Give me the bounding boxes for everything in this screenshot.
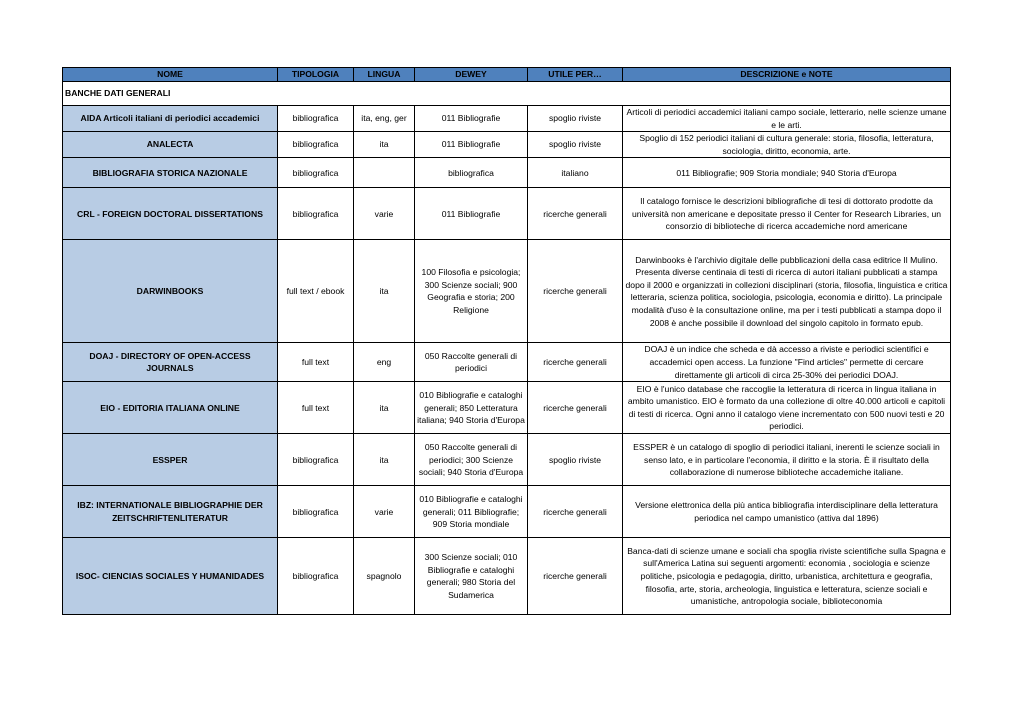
- cell-descrizione[interactable]: Spoglio di 152 periodici italiani di cultura generale: storia, filosofia, letteratura, sociologia, diritto, economia, arte.: [623, 132, 951, 158]
- sheet-title[interactable]: BANCHE DATI GENERALI: [63, 82, 951, 106]
- cell-dewey[interactable]: 011 Bibliografie: [415, 106, 528, 132]
- cell-lingua[interactable]: ita, eng, ger: [354, 106, 415, 132]
- header-descrizione[interactable]: DESCRIZIONE e NOTE: [623, 68, 951, 82]
- cell-descrizione[interactable]: DOAJ è un indice che scheda e dà accesso a riviste e periodici scientifici e accademici open access. La funzione "Find articles" permette di cercare direttamente gli articoli di circa 25-30% dei periodici DOAJ.: [623, 343, 951, 382]
- databases-table: [62, 67, 951, 615]
- cell-descrizione[interactable]: EIO è l'unico database che raccoglie la letteratura di ricerca in lingua italiana in ambito umanistico. EIO è formato da una collezione di oltre 40.000 articoli e capitoli di testi di ricerca. Ogni anno il catalogo viene incrementato con 500 nuovi testi e 20 periodici.: [623, 382, 951, 434]
- cell-descrizione[interactable]: Il catalogo fornisce le descrizioni bibliografiche di tesi di dottorato prodotte da università non americane e depositate presso il Center for Research Libraries, un consorzio di biblioteche di ricerca accademiche nord americane: [623, 188, 951, 240]
- cell-utile[interactable]: ricerche generali: [528, 486, 623, 538]
- cell-lingua[interactable]: varie: [354, 486, 415, 538]
- cell-dewey[interactable]: 011 Bibliografie: [415, 132, 528, 158]
- header-lingua[interactable]: LINGUA: [354, 68, 415, 82]
- cell-dewey[interactable]: 011 Bibliografie: [415, 188, 528, 240]
- header-utile[interactable]: UTILE PER…: [528, 68, 623, 82]
- table-row: [63, 434, 951, 486]
- cell-nome[interactable]: EIO - EDITORIA ITALIANA ONLINE: [63, 382, 278, 434]
- table-row: [63, 132, 951, 158]
- cell-utile[interactable]: ricerche generali: [528, 240, 623, 343]
- cell-utile[interactable]: ricerche generali: [528, 188, 623, 240]
- table-row: [63, 240, 951, 343]
- cell-lingua[interactable]: spagnolo: [354, 538, 415, 615]
- header-tipologia[interactable]: TIPOLOGIA: [278, 68, 354, 82]
- cell-lingua[interactable]: ita: [354, 434, 415, 486]
- cell-utile[interactable]: ricerche generali: [528, 538, 623, 615]
- cell-utile[interactable]: spoglio riviste: [528, 132, 623, 158]
- cell-lingua[interactable]: [354, 158, 415, 188]
- cell-descrizione[interactable]: Versione elettronica della più antica bibliografia interdisciplinare della letteratura periodica nel campo umanistico (attiva dal 1896): [623, 486, 951, 538]
- cell-descrizione[interactable]: 011 Bibliografie; 909 Storia mondiale; 940 Storia d'Europa: [623, 158, 951, 188]
- cell-dewey[interactable]: 300 Scienze sociali; 010 Bibliografie e cataloghi generali; 980 Storia del Sudamerica: [415, 538, 528, 615]
- table-row: [63, 382, 951, 434]
- cell-dewey[interactable]: 050 Raccolte generali di periodici; 300 Scienze sociali; 940 Storia d'Europa: [415, 434, 528, 486]
- cell-tipologia[interactable]: bibliografica: [278, 188, 354, 240]
- cell-lingua[interactable]: ita: [354, 132, 415, 158]
- cell-tipologia[interactable]: bibliografica: [278, 132, 354, 158]
- cell-descrizione[interactable]: ESSPER è un catalogo di spoglio di periodici italiani, inerenti le scienze sociali in senso lato, e in particolare l'economia, il diritto e la storia. È il risultato della collaborazione di numerose biblioteche accademiche italiane.: [623, 434, 951, 486]
- cell-tipologia[interactable]: bibliografica: [278, 538, 354, 615]
- cell-nome[interactable]: ANALECTA: [63, 132, 278, 158]
- cell-nome[interactable]: DOAJ - DIRECTORY OF OPEN-ACCESS JOURNALS: [63, 343, 278, 382]
- cell-lingua[interactable]: ita: [354, 240, 415, 343]
- cell-tipologia[interactable]: bibliografica: [278, 158, 354, 188]
- cell-dewey[interactable]: 050 Raccolte generali di periodici: [415, 343, 528, 382]
- cell-utile[interactable]: ricerche generali: [528, 382, 623, 434]
- cell-lingua[interactable]: varie: [354, 188, 415, 240]
- cell-nome[interactable]: DARWINBOOKS: [63, 240, 278, 343]
- cell-tipologia[interactable]: full text: [278, 343, 354, 382]
- table-row: [63, 158, 951, 188]
- header-row: [63, 68, 951, 82]
- table-row: [63, 343, 951, 382]
- cell-tipologia[interactable]: bibliografica: [278, 486, 354, 538]
- cell-nome[interactable]: ESSPER: [63, 434, 278, 486]
- cell-descrizione[interactable]: Banca-dati di scienze umane e sociali cha spoglia riviste scientifiche sulla Spagna e sull'America Latina sui seguenti argomenti: economia , sociologia e scienze politiche, psicologia e pedagogia, diritto, urbanistica, architettura e geografia, filosofia, arte, storia, archeologia, linguistica e letteratura, scienze sociali e umanistiche, antropologia sociale, biblioteconomia: [623, 538, 951, 615]
- cell-nome[interactable]: BIBLIOGRAFIA STORICA NAZIONALE: [63, 158, 278, 188]
- header-dewey[interactable]: DEWEY: [415, 68, 528, 82]
- cell-lingua[interactable]: ita: [354, 382, 415, 434]
- table-row: [63, 188, 951, 240]
- cell-nome[interactable]: AIDA Articoli italiani di periodici accademici: [63, 106, 278, 132]
- cell-descrizione[interactable]: Darwinbooks è l'archivio digitale delle pubblicazioni della casa editrice Il Mulino. Presenta diverse centinaia di testi di ricerca di autori italiani pubblicati a stampa dopo il 2000 e organizzati in collezioni disciplinari (storia, filosofia, linguistica e critica letteraria, scienza politica, sociologia, psicologia, economia e diritto). La principale modalità d'uso è la consultazione online, ma per i testi pubblicati a stampa dopo il 2008 è anche possibile il download del singolo capitolo in formato epub.: [623, 240, 951, 343]
- table-row: [63, 486, 951, 538]
- spreadsheet: [62, 67, 950, 615]
- cell-descrizione[interactable]: Articoli di periodici accademici italiani campo sociale, letterario, nelle scienze umane e le arti.: [623, 106, 951, 132]
- cell-utile[interactable]: spoglio riviste: [528, 434, 623, 486]
- cell-utile[interactable]: ricerche generali: [528, 343, 623, 382]
- cell-dewey[interactable]: 010 Bibliografie e cataloghi generali; 850 Letteratura italiana; 940 Storia d'Europa: [415, 382, 528, 434]
- cell-dewey[interactable]: 100 Filosofia e psicologia; 300 Scienze sociali; 900 Geografia e storia; 200 Religione: [415, 240, 528, 343]
- cell-utile[interactable]: spoglio riviste: [528, 106, 623, 132]
- cell-dewey[interactable]: bibliografica: [415, 158, 528, 188]
- cell-nome[interactable]: IBZ: INTERNATIONALE BIBLIOGRAPHIE DER ZEITSCHRIFTENLITERATUR: [63, 486, 278, 538]
- header-nome[interactable]: NOME: [63, 68, 278, 82]
- cell-tipologia[interactable]: bibliografica: [278, 434, 354, 486]
- table-row: [63, 538, 951, 615]
- cell-dewey[interactable]: 010 Bibliografie e cataloghi generali; 011 Bibliografie; 909 Storia mondiale: [415, 486, 528, 538]
- cell-tipologia[interactable]: full text / ebook: [278, 240, 354, 343]
- cell-nome[interactable]: CRL - FOREIGN DOCTORAL DISSERTATIONS: [63, 188, 278, 240]
- cell-tipologia[interactable]: full text: [278, 382, 354, 434]
- table-row: [63, 106, 951, 132]
- cell-tipologia[interactable]: bibliografica: [278, 106, 354, 132]
- cell-utile[interactable]: italiano: [528, 158, 623, 188]
- cell-nome[interactable]: ISOC- CIENCIAS SOCIALES Y HUMANIDADES: [63, 538, 278, 615]
- cell-lingua[interactable]: eng: [354, 343, 415, 382]
